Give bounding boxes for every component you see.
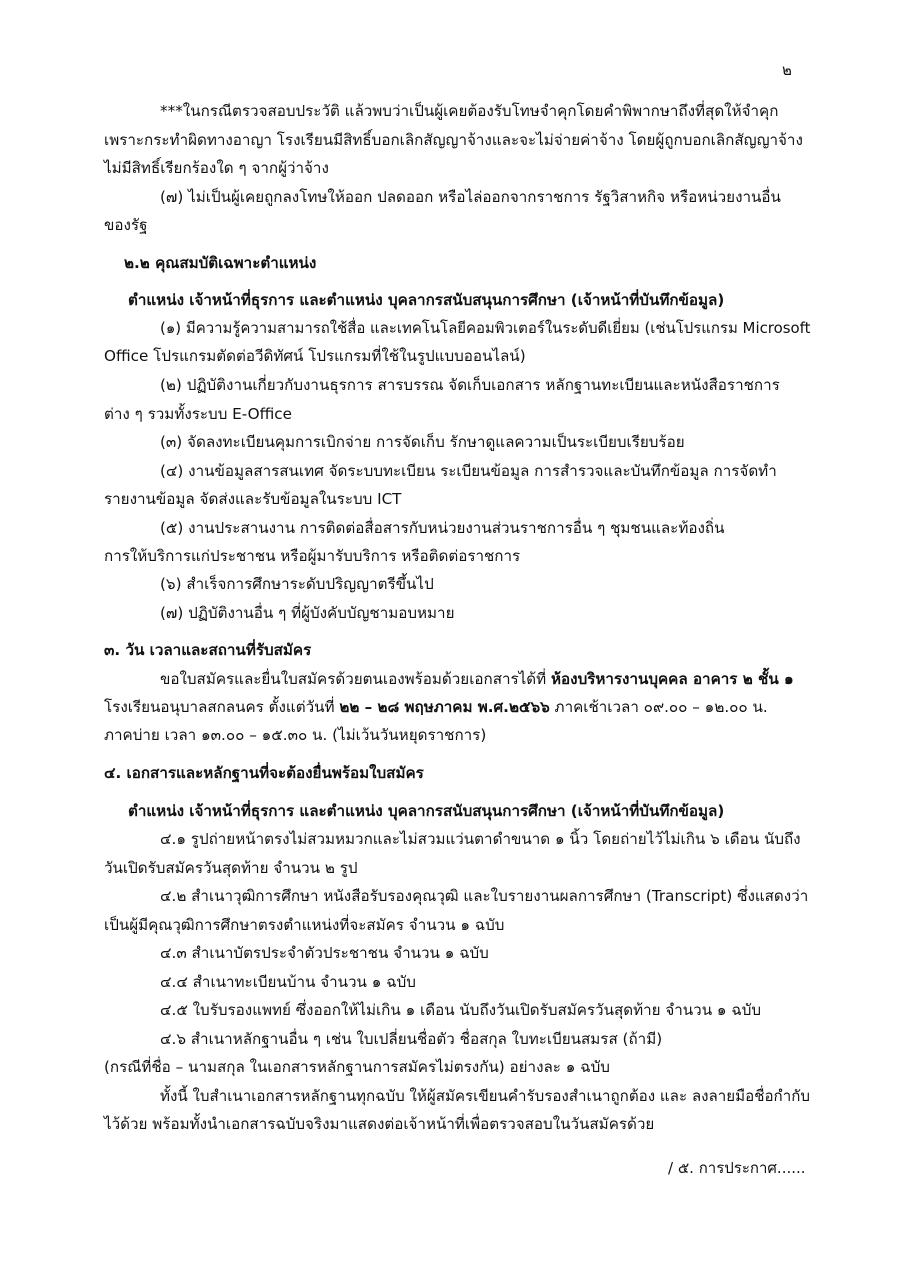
- text-line: ๔.๖ สำเนาหลักฐานอื่น ๆ เช่น ใบเปลี่ยนชื่อตัว ชื่อสกุล ใบทะเบียนสมรส (ถ้ามี): [160, 1030, 663, 1048]
- text-segment: ขอใบสมัครและยื่นใบสมัครด้วยตนเองพร้อมด้วยเอกสารได้ที่: [160, 670, 552, 688]
- text-line: (๑) มีความรู้ความสามารถใช้สื่อ และเทคโนโลยีคอมพิวเตอร์ในระดับดีเยี่ยม (เช่นโปรแกรม Microsoft: [160, 319, 811, 337]
- text-line: (๓) จัดลงทะเบียนคุมการเบิกจ่าย การจัดเก็บ รักษาดูแลความเป็นระเบียบเรียบร้อย: [160, 433, 685, 451]
- text-line: ***ในกรณีตรวจสอบประวัติ แล้วพบว่าเป็นผู้เคยต้องรับโทษจำคุกโดยคำพิพากษาถึงที่สุดให้จำคุก: [160, 102, 779, 120]
- section-heading: ๓. วัน เวลาและสถานที่รับสมัคร: [104, 641, 312, 659]
- text-line: วันเปิดรับสมัครวันสุดท้าย จำนวน ๒ รูป: [104, 859, 358, 877]
- text-line: Office โปรแกรมตัดต่อวีดิทัศน์ โปรแกรมที่ใช้ในรูปแบบออนไลน์): [104, 347, 526, 365]
- text-line: ต่าง ๆ รวมทั้งระบบ E-Office: [104, 405, 292, 423]
- section-heading: ๔. เอกสารและหลักฐานที่จะต้องยื่นพร้อมใบสมัคร: [104, 764, 424, 782]
- text-line: (๖) สำเร็จการศึกษาระดับปริญญาตรีขึ้นไป: [160, 575, 434, 593]
- text-line: ภาคบ่าย เวลา ๑๓.๐๐ – ๑๕.๓๐ น. (ไม่เว้นวันหยุดราชการ): [104, 726, 487, 744]
- text-line: ๔.๓ สำเนาบัตรประจำตัวประชาชน จำนวน ๑ ฉบับ: [160, 944, 489, 962]
- bold-segment: ห้องบริหารงานบุคคล อาคาร ๒ ชั้น ๑: [551, 670, 794, 688]
- text-line: (๒) ปฏิบัติงานเกี่ยวกับงานธุรการ สารบรรณ จัดเก็บเอกสาร หลักฐานทะเบียนและหนังสือราชการ: [160, 376, 780, 394]
- position-heading: ตำแหน่ง เจ้าหน้าที่ธุรการ และตำแหน่ง บุคลากรสนับสนุนการศึกษา (เจ้าหน้าที่บันทึกข้อมูล): [128, 802, 725, 820]
- text-line: เพราะกระทำผิดทางอาญา โรงเรียนมีสิทธิ์บอกเลิกสัญญาจ้างและจะไม่จ่ายค่าจ้าง โดยผู้ถูกบอกเลิกสัญญาจ้าง: [104, 131, 803, 149]
- text-line: (๗) ไม่เป็นผู้เคยถูกลงโทษให้ออก ปลดออก หรือไล่ออกจากราชการ รัฐวิสาหกิจ หรือหน่วยงานอื่น: [160, 188, 781, 206]
- text-line: เป็นผู้มีคุณวุฒิการศึกษาตรงตำแหน่งที่จะสมัคร จำนวน ๑ ฉบับ: [104, 916, 505, 934]
- text-segment: ภาคเช้าเวลา ๐๙.๐๐ – ๑๒.๐๐ น.: [549, 698, 768, 716]
- position-heading: ตำแหน่ง เจ้าหน้าที่ธุรการ และตำแหน่ง บุคลากรสนับสนุนการศึกษา (เจ้าหน้าที่บันทึกข้อมูล): [128, 291, 725, 309]
- bold-segment: ๒๒ – ๒๘ พฤษภาคม พ.ศ.๒๕๖๖: [339, 698, 550, 716]
- text-line: ทั้งนี้ ใบสำเนาเอกสารหลักฐานทุกฉบับ ให้ผู้สมัครเขียนคำรับรองสำเนาถูกต้อง และ ลงลายมือชื่อกำกับ: [160, 1087, 810, 1105]
- text-line: ๔.๕ ใบรับรองแพทย์ ซึ่งออกให้ไม่เกิน ๑ เดือน นับถึงวันเปิดรับสมัครวันสุดท้าย จำนวน ๑ ฉบับ: [160, 1001, 762, 1019]
- text-line: ไว้ด้วย พร้อมทั้งนำเอกสารฉบับจริงมาแสดงต่อเจ้าหน้าที่เพื่อตรวจสอบในวันสมัครด้วย: [104, 1115, 655, 1133]
- text-line: [104, 696, 768, 718]
- text-line: รายงานข้อมูล จัดส่งและรับข้อมูลในระบบ ICT: [104, 490, 402, 508]
- text-line: [160, 668, 794, 690]
- text-line: ๔.๔ สำเนาทะเบียนบ้าน จำนวน ๑ ฉบับ: [160, 973, 416, 991]
- text-line: (๗) ปฏิบัติงานอื่น ๆ ที่ผู้บังคับบัญชามอบหมาย: [160, 604, 455, 622]
- text-line: ๔.๒ สำเนาวุฒิการศึกษา หนังสือรับรองคุณวุฒิ และใบรายงานผลการศึกษา (Transcript) ซึ่งแสดงว่า: [160, 887, 809, 905]
- text-line: ๔.๑ รูปถ่ายหน้าตรงไม่สวมหมวกและไม่สวมแว่นตาดำขนาด ๑ นิ้ว โดยถ่ายไว้ไม่เกิน ๖ เดือน นับถึง: [160, 830, 801, 848]
- text-line: (๔) งานข้อมูลสารสนเทศ จัดระบบทะเบียน ระเบียนข้อมูล การสำรวจและบันทึกข้อมูล การจัดทำ: [160, 462, 777, 480]
- text-line: ของรัฐ: [104, 216, 148, 234]
- section-heading: ๒.๒ คุณสมบัติเฉพาะตำแหน่ง: [124, 254, 317, 272]
- continuation-note: / ๕. การประกาศ......: [668, 1159, 806, 1177]
- text-line: (๕) งานประสานงาน การติดต่อสื่อสารกับหน่วยงานส่วนราชการอื่น ๆ ชุมชนและท้องถิ่น: [160, 519, 725, 537]
- page-number: ๒: [782, 61, 792, 79]
- text-segment: โรงเรียนอนุบาลสกลนคร ตั้งแต่วันที่: [104, 698, 340, 716]
- text-line: ไม่มีสิทธิ์เรียกร้องใด ๆ จากผู้ว่าจ้าง: [104, 159, 329, 177]
- text-line: (กรณีที่ชื่อ – นามสกุล ในเอกสารหลักฐานการสมัครไม่ตรงกัน) อย่างละ ๑ ฉบับ: [104, 1058, 610, 1076]
- text-line: การให้บริการแก่ประชาชน หรือผู้มารับบริการ หรือติดต่อราชการ: [104, 547, 521, 565]
